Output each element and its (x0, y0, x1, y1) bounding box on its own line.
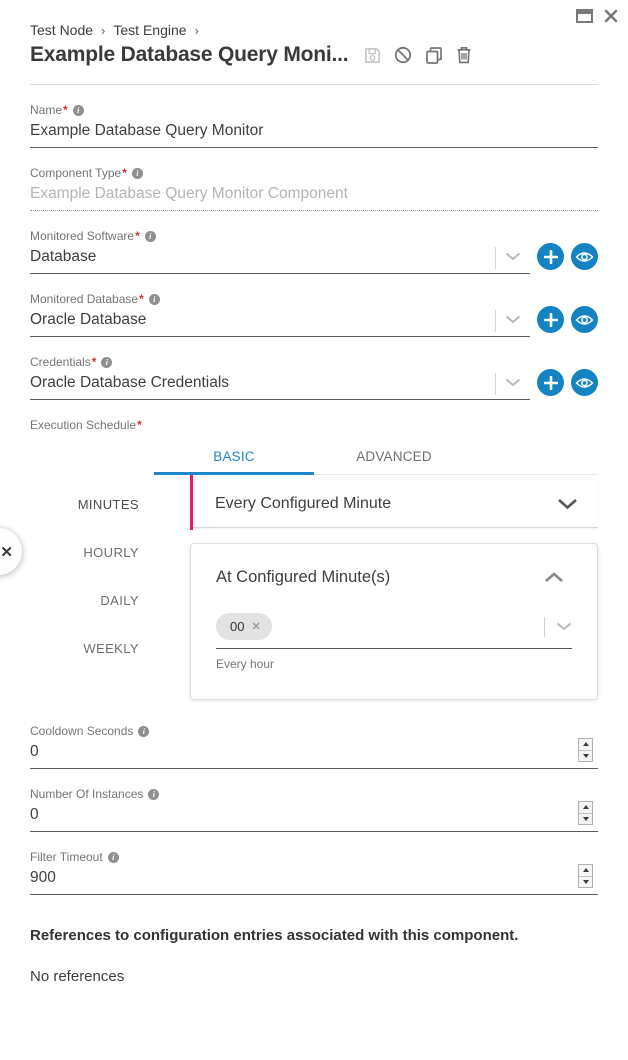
number-of-instances-input[interactable]: 0 (30, 804, 598, 832)
name-field (30, 103, 598, 148)
copy-icon (425, 46, 443, 64)
breadcrumb (30, 0, 598, 38)
chevron-down-icon[interactable] (545, 622, 572, 631)
chevron-down-icon[interactable] (496, 378, 530, 393)
monitored-software-actions (537, 243, 598, 270)
discard-button[interactable] (394, 46, 412, 64)
monitored-database-label (30, 292, 598, 306)
info-icon[interactable]: i (101, 357, 112, 368)
component-type-label (30, 166, 598, 180)
add-credentials-button[interactable] (537, 369, 564, 396)
side-tab-minutes[interactable]: MINUTES (77, 496, 139, 512)
configured-minutes-card (190, 543, 598, 700)
add-monitored-database-button[interactable] (537, 306, 564, 333)
stepper-up-icon[interactable] (579, 802, 592, 814)
number-of-instances-stepper (578, 801, 593, 825)
monitored-database-select[interactable] (30, 309, 530, 337)
monitored-database-actions (537, 306, 598, 333)
required-marker: * (137, 418, 142, 432)
number-of-instances-label (30, 787, 598, 801)
side-tab-hourly[interactable]: HOURLY (83, 544, 139, 560)
tab-advanced[interactable]: ADVANCED (356, 449, 432, 464)
chevron-up-icon[interactable] (544, 572, 564, 583)
monitored-database-field (30, 292, 598, 337)
required-marker: * (122, 166, 127, 180)
minutes-multiselect[interactable] (216, 613, 572, 649)
title-actions (364, 46, 472, 64)
info-icon[interactable]: i (149, 294, 160, 305)
monitored-database-value: Oracle Database (30, 311, 147, 328)
eye-icon (575, 250, 594, 264)
title-row (30, 43, 598, 67)
minute-chip (216, 613, 272, 640)
info-icon[interactable]: i (108, 852, 119, 863)
references-heading: References to configuration entries associated with this component. (30, 927, 519, 944)
stepper-down-icon[interactable] (579, 877, 592, 888)
configured-minutes-header[interactable] (216, 568, 572, 587)
execution-schedule-label-text: Execution Schedule (30, 418, 137, 432)
close-icon: ✕ (0, 543, 13, 561)
window-controls (576, 9, 618, 23)
chevron-down-icon (557, 498, 578, 510)
stepper-down-icon[interactable] (579, 814, 592, 825)
name-label (30, 103, 598, 117)
filter-timeout-label (30, 850, 598, 864)
page-title: Example Database Query Moni... (30, 43, 349, 66)
chip-remove-icon[interactable]: ✕ (251, 621, 261, 633)
minute-mode-select[interactable] (190, 480, 598, 528)
component-type-field (30, 166, 598, 211)
side-tab-daily[interactable]: DAILY (100, 592, 139, 608)
schedule-tabs (154, 440, 598, 475)
schedule-content (190, 475, 598, 700)
required-marker: * (63, 103, 68, 117)
execution-schedule-field (30, 418, 598, 432)
breadcrumb-separator: › (101, 22, 106, 38)
info-icon[interactable]: i (132, 168, 143, 179)
monitored-database-label-text: Monitored Database (30, 292, 139, 306)
filter-timeout-stepper (578, 864, 593, 888)
eye-icon (575, 313, 594, 327)
monitored-software-label (30, 229, 598, 243)
plus-icon (544, 250, 558, 264)
info-icon[interactable]: i (138, 726, 149, 737)
view-credentials-button[interactable] (571, 369, 598, 396)
breadcrumb-separator: › (194, 22, 199, 38)
close-button[interactable] (604, 9, 618, 23)
tab-basic[interactable]: BASIC (154, 440, 314, 475)
credentials-field (30, 355, 598, 400)
credentials-select[interactable] (30, 372, 530, 400)
monitored-software-label-text: Monitored Software (30, 229, 135, 243)
breadcrumb-item-test-engine[interactable]: Test Engine (113, 22, 187, 38)
filter-timeout-input[interactable]: 900 (30, 867, 598, 895)
add-monitored-software-button[interactable] (537, 243, 564, 270)
header-divider (30, 84, 598, 85)
chevron-down-icon[interactable] (496, 315, 530, 330)
component-type-input: Example Database Query Monitor Component (30, 183, 598, 211)
save-button[interactable] (364, 47, 381, 64)
close-icon (604, 9, 618, 23)
maximize-button[interactable] (576, 9, 593, 23)
cooldown-seconds-input[interactable]: 0 (30, 741, 598, 769)
component-type-label-text: Component Type (30, 166, 122, 180)
info-icon[interactable]: i (148, 789, 159, 800)
ban-icon (394, 46, 412, 64)
breadcrumb-item-test-node[interactable]: Test Node (30, 22, 94, 38)
view-monitored-software-button[interactable] (571, 243, 598, 270)
maximize-icon (576, 9, 593, 23)
minute-chip-label: 00 (230, 619, 245, 634)
stepper-up-icon[interactable] (579, 865, 592, 877)
schedule-body (0, 475, 628, 700)
number-of-instances-field (30, 787, 598, 832)
trash-icon (456, 46, 472, 64)
save-icon (364, 47, 381, 64)
execution-schedule-label (30, 418, 598, 432)
required-marker: * (91, 355, 97, 369)
cooldown-seconds-label-text: Cooldown Seconds (30, 724, 134, 738)
schedule-side-rail (0, 475, 190, 700)
chevron-down-icon[interactable] (496, 252, 530, 267)
side-tab-weekly[interactable]: WEEKLY (83, 640, 139, 656)
minutes-select-controls (544, 617, 572, 637)
plus-icon (544, 376, 558, 390)
info-icon[interactable]: i (145, 231, 156, 242)
eye-icon (575, 376, 594, 390)
view-monitored-database-button[interactable] (571, 306, 598, 333)
filter-timeout-label-text: Filter Timeout (30, 850, 103, 864)
monitored-software-select[interactable] (30, 246, 530, 274)
stepper-up-icon[interactable] (579, 739, 592, 751)
required-marker: * (139, 292, 144, 306)
name-label-text: Name (30, 103, 63, 117)
cooldown-seconds-stepper (578, 738, 593, 762)
info-icon[interactable]: i (73, 105, 84, 116)
credentials-actions (537, 369, 598, 396)
active-tab-indicator (190, 475, 193, 530)
minute-mode-value: Every Configured Minute (215, 494, 392, 512)
stepper-down-icon[interactable] (579, 751, 592, 762)
credentials-label (30, 355, 598, 369)
configured-minutes-title: At Configured Minute(s) (216, 568, 391, 586)
credentials-value: Oracle Database Credentials (30, 374, 230, 391)
credentials-label-text: Credentials (30, 355, 91, 369)
filter-timeout-field (30, 850, 598, 895)
required-marker: * (135, 229, 140, 243)
plus-icon (544, 313, 558, 327)
monitored-software-value: Database (30, 248, 97, 265)
delete-button[interactable] (456, 46, 472, 64)
minutes-helper-text: Every hour (216, 657, 275, 671)
references-empty-text: No references (30, 968, 125, 985)
copy-button[interactable] (425, 46, 443, 64)
monitored-software-field (30, 229, 598, 274)
cooldown-seconds-field (30, 724, 598, 769)
number-of-instances-label-text: Number Of Instances (30, 787, 144, 801)
cooldown-seconds-label (30, 724, 598, 738)
name-input[interactable]: Example Database Query Monitor (30, 120, 598, 148)
